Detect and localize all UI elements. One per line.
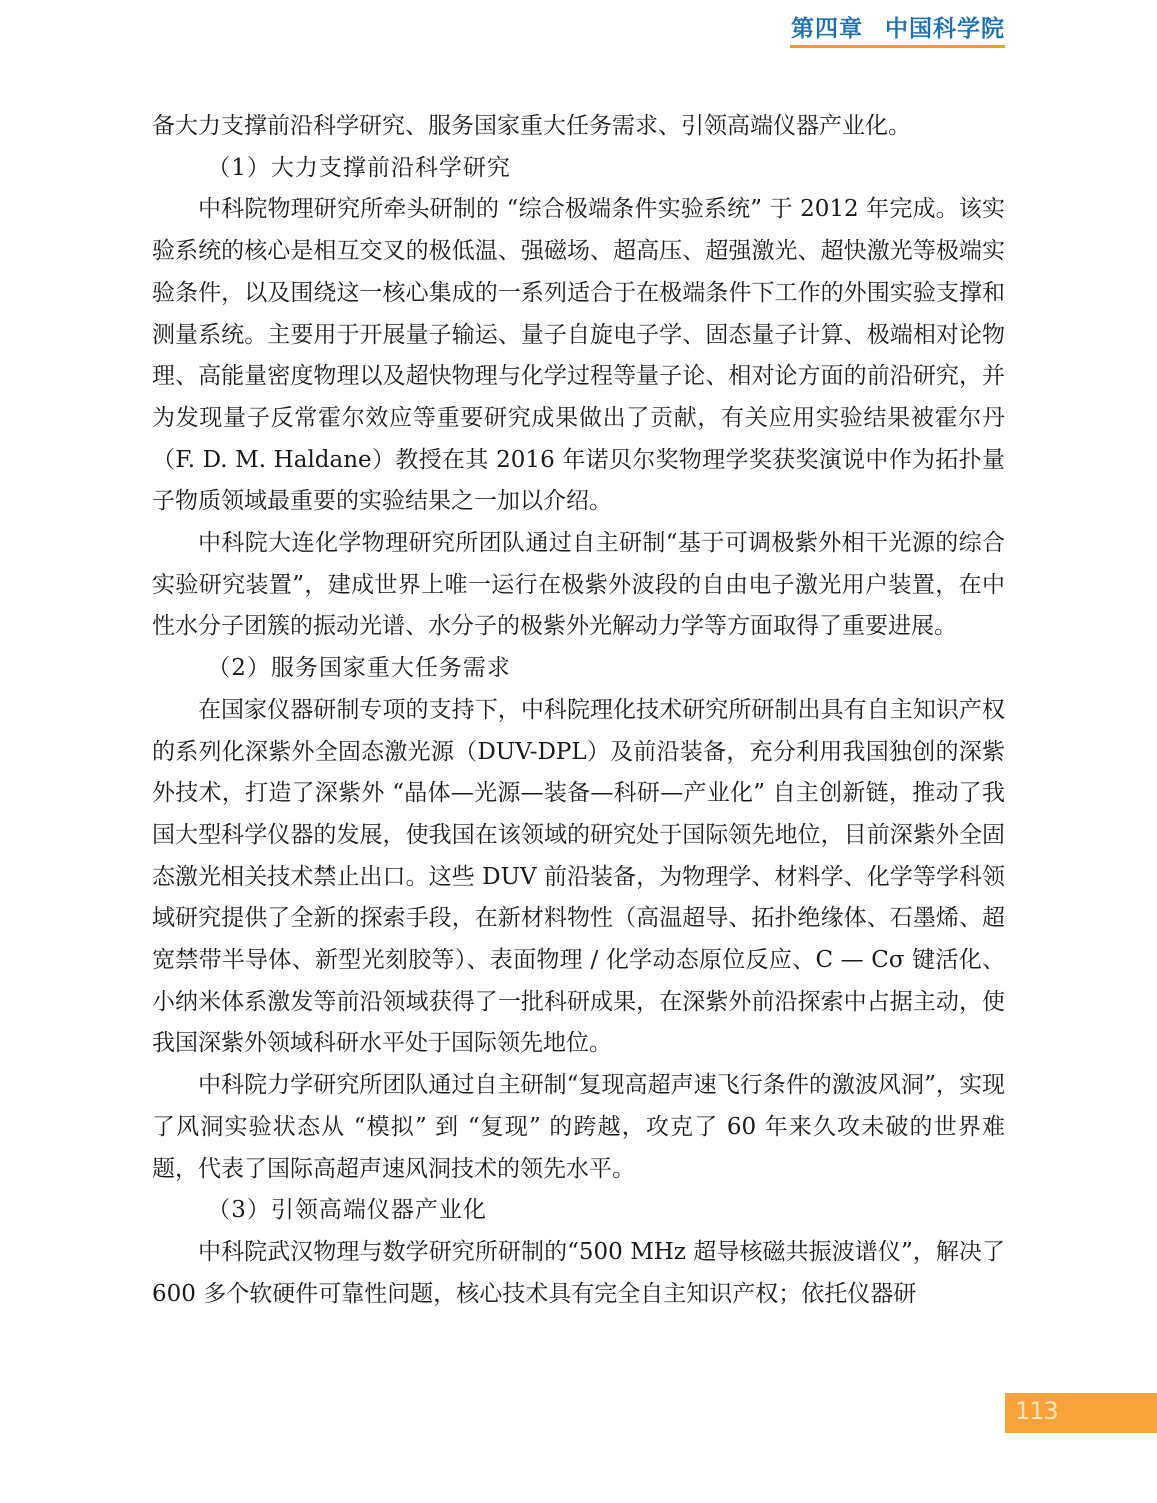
running-header bbox=[791, 10, 1005, 43]
subheading-national-tasks: （2）服务国家重大任务需求 bbox=[207, 655, 511, 682]
paragraph-duv-laser: 在国家仪器研制专项的支持下，中科院理化技术研究所研制出具有自主知识产权的系列化深紫外全固态激光源（DUV-DPL）及前沿装备，充分利用我国独创的深紫外技术，打造了深紫外 “晶体—光源—装备—科研—产业化” 自主创新链，推动了我国大型科学仪器的发展，使我国在该领域的研究处于国际领先地位，目前深紫外全固态激光相关技术禁止出口。这些 DUV 前沿装备，为物理学、材料学、化学等学科领域研究提供了全新的探索手段，在新材料物性（高温超导、拓扑绝缘体、石墨烯、超宽禁带半导体、新型光刻胶等）、表面物理 / 化学动态原位反应、C — Cσ 键活化、小纳米体系激发等前沿领域获得了一批科研成果，在深紫外前沿探索中占据主动，使我国深紫外领域科研水平处于国际领先地位。 bbox=[152, 696, 1005, 1057]
page-number-tab bbox=[1005, 1393, 1157, 1433]
paragraph-nmr-spectrometer: 中科院武汉物理与数学研究所研制的“500 MHz 超导核磁共振波谱仪”，解决了 600 多个软硬件可靠性问题，核心技术具有完全自主知识产权；依托仪器研 bbox=[152, 1238, 1005, 1307]
subheading-industrialization: （3）引领高端仪器产业化 bbox=[207, 1197, 487, 1224]
paragraph-shock-tunnel: 中科院力学研究所团队通过自主研制“复现高超声速飞行条件的激波风洞”，实现了风洞实验状态从 “模拟” 到 “复现” 的跨越，攻克了 60 年来久攻未破的世界难题，代表了国际高超声速风洞技术的领先水平。 bbox=[152, 1072, 1005, 1182]
paragraph-continued: 备大力支撑前沿科学研究、服务国家重大任务需求、引领高端仪器产业化。 bbox=[152, 113, 911, 139]
paragraph-euv-light-source: 中科院大连化学物理研究所团队通过自主研制“基于可调极紫外相干光源的综合实验研究装置”，建成世界上唯一运行在极紫外波段的自由电子激光用户装置，在中性水分子团簇的振动光谱、水分子的极紫外光解动力学等方面取得了重要进展。 bbox=[152, 530, 1005, 640]
chapter-title: 中国科学院 bbox=[885, 16, 1005, 42]
header-rule bbox=[790, 45, 1005, 48]
page-number: 113 bbox=[1015, 1397, 1058, 1425]
body-text bbox=[152, 106, 1005, 1315]
paragraph-extreme-conditions: 中科院物理研究所牵头研制的 “综合极端条件实验系统” 于 2012 年完成。该实验系统的核心是相互交叉的极低温、强磁场、超高压、超强激光、超快激光等极端实验条件，以及围绕这一核心集成的一系列适合于在极端条件下工作的外围实验支撑和测量系统。主要用于开展量子输运、量子自旋电子学、固态量子计算、极端相对论物理、高能量密度物理以及超快物理与化学过程等量子论、相对论方面的前沿研究，并为发现量子反常霍尔效应等重要研究成果做出了贡献，有关应用实验结果被霍尔丹（F. D. M. Haldane）教授在其 2016 年诺贝尔奖物理学奖获奖演说中作为拓扑量子物质领域最重要的实验结果之一加以介绍。 bbox=[152, 196, 1005, 515]
chapter-label: 第四章 bbox=[791, 16, 863, 42]
subheading-frontier-research: （1）大力支撑前沿科学研究 bbox=[207, 154, 511, 181]
